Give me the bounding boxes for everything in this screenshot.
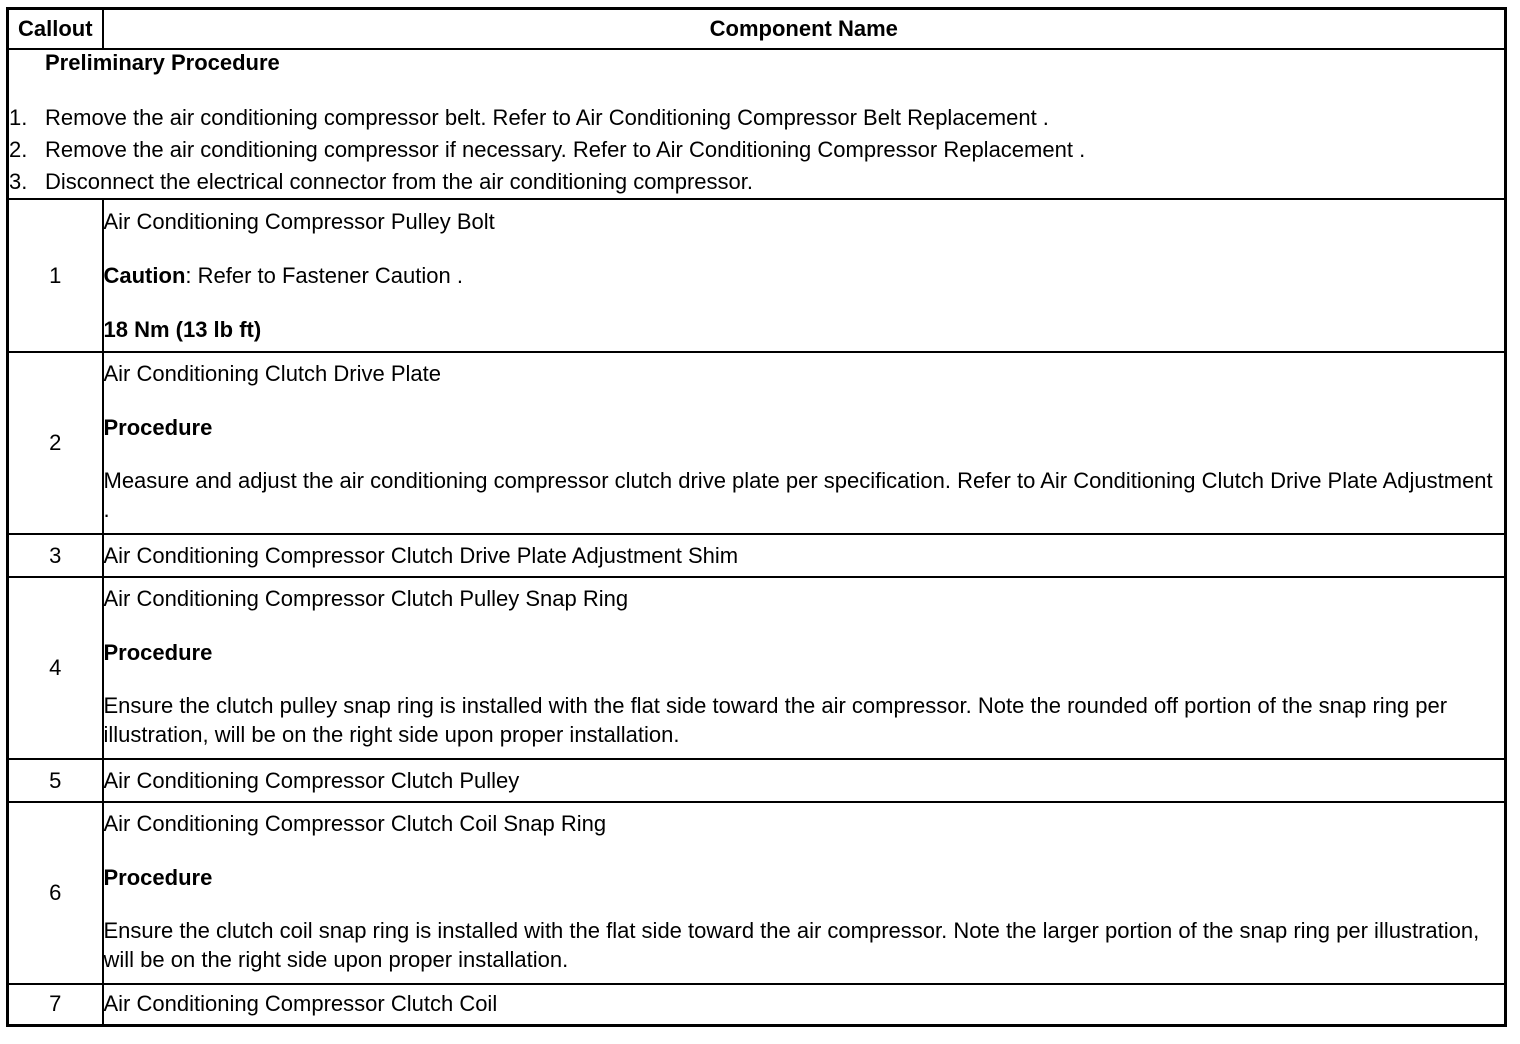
preliminary-row xyxy=(8,49,1506,199)
list-item xyxy=(9,102,1504,134)
procedure-label: Procedure xyxy=(103,865,213,890)
component-cell xyxy=(103,759,1506,802)
table-row xyxy=(8,759,1506,802)
table-row xyxy=(8,534,1506,577)
component-name: Air Conditioning Compressor Pulley Bolt xyxy=(103,208,495,234)
procedure-label: Procedure xyxy=(103,415,213,440)
callout-number: 3 xyxy=(8,534,103,577)
component-name: Air Conditioning Compressor Clutch Drive Plate Adjustment Shim xyxy=(103,542,739,568)
callout-number: 6 xyxy=(8,802,103,984)
header-callout: Callout xyxy=(8,9,103,50)
header-row xyxy=(8,9,1506,50)
list-item xyxy=(9,134,1504,166)
list-item xyxy=(9,166,1504,198)
component-name: Air Conditioning Clutch Drive Plate xyxy=(103,361,441,386)
caution-text: : Refer to Fastener Caution . xyxy=(185,262,463,288)
component-cell xyxy=(103,199,1506,352)
torque-spec: 18 Nm (13 lb ft) xyxy=(103,316,262,342)
table-row xyxy=(8,577,1506,759)
table-row xyxy=(8,802,1506,984)
component-name: Air Conditioning Compressor Clutch Pulley xyxy=(103,767,520,793)
procedure-label: Procedure xyxy=(103,640,213,665)
component-cell xyxy=(103,352,1506,534)
component-cell xyxy=(103,984,1506,1025)
component-cell xyxy=(103,534,1506,577)
preliminary-title: Preliminary Procedure xyxy=(45,50,280,75)
procedure-text: Ensure the clutch pulley snap ring is installed with the flat side toward the air compressor. Note the rounded off portion of the snap ring per illustration, will be on the right side upon proper installation. xyxy=(103,693,1448,747)
component-name: Air Conditioning Compressor Clutch Coil Snap Ring xyxy=(103,811,607,836)
table-row xyxy=(8,352,1506,534)
callout-number: 2 xyxy=(8,352,103,534)
step-text: Remove the air conditioning compressor belt. Refer to Air Conditioning Compressor Belt Replacement . xyxy=(45,105,1049,130)
callout-number: 7 xyxy=(8,984,103,1025)
step-text: Remove the air conditioning compressor if necessary. Refer to Air Conditioning Compressor Replacement . xyxy=(45,137,1086,162)
component-table xyxy=(6,7,1507,1027)
caution-line xyxy=(104,260,1505,292)
component-name: Air Conditioning Compressor Clutch Coil xyxy=(103,991,498,1017)
preliminary-procedure xyxy=(8,49,1506,199)
component-name: Air Conditioning Compressor Clutch Pulley Snap Ring xyxy=(103,586,629,611)
table-row xyxy=(8,984,1506,1025)
table-row xyxy=(8,199,1506,352)
callout-number: 4 xyxy=(8,577,103,759)
step-number: 2. xyxy=(9,137,28,162)
procedure-text: Ensure the clutch coil snap ring is installed with the flat side toward the air compressor. Note the larger portion of the snap ring per illustration, will be on the right side upon proper installation. xyxy=(103,918,1480,972)
callout-number: 1 xyxy=(8,199,103,352)
step-number: 1. xyxy=(9,105,28,130)
header-component-name: Component Name xyxy=(103,9,1506,50)
step-number: 3. xyxy=(9,169,28,194)
caution-label: Caution xyxy=(103,262,186,288)
component-cell xyxy=(103,577,1506,759)
component-cell xyxy=(103,802,1506,984)
preliminary-steps xyxy=(9,102,1504,198)
procedure-text: Measure and adjust the air conditioning compressor clutch drive plate per specification. Refer to Air Conditioning Clutch Drive Plate Adjustment . xyxy=(103,468,1493,522)
step-text: Disconnect the electrical connector from the air conditioning compressor. xyxy=(45,169,754,194)
callout-number: 5 xyxy=(8,759,103,802)
